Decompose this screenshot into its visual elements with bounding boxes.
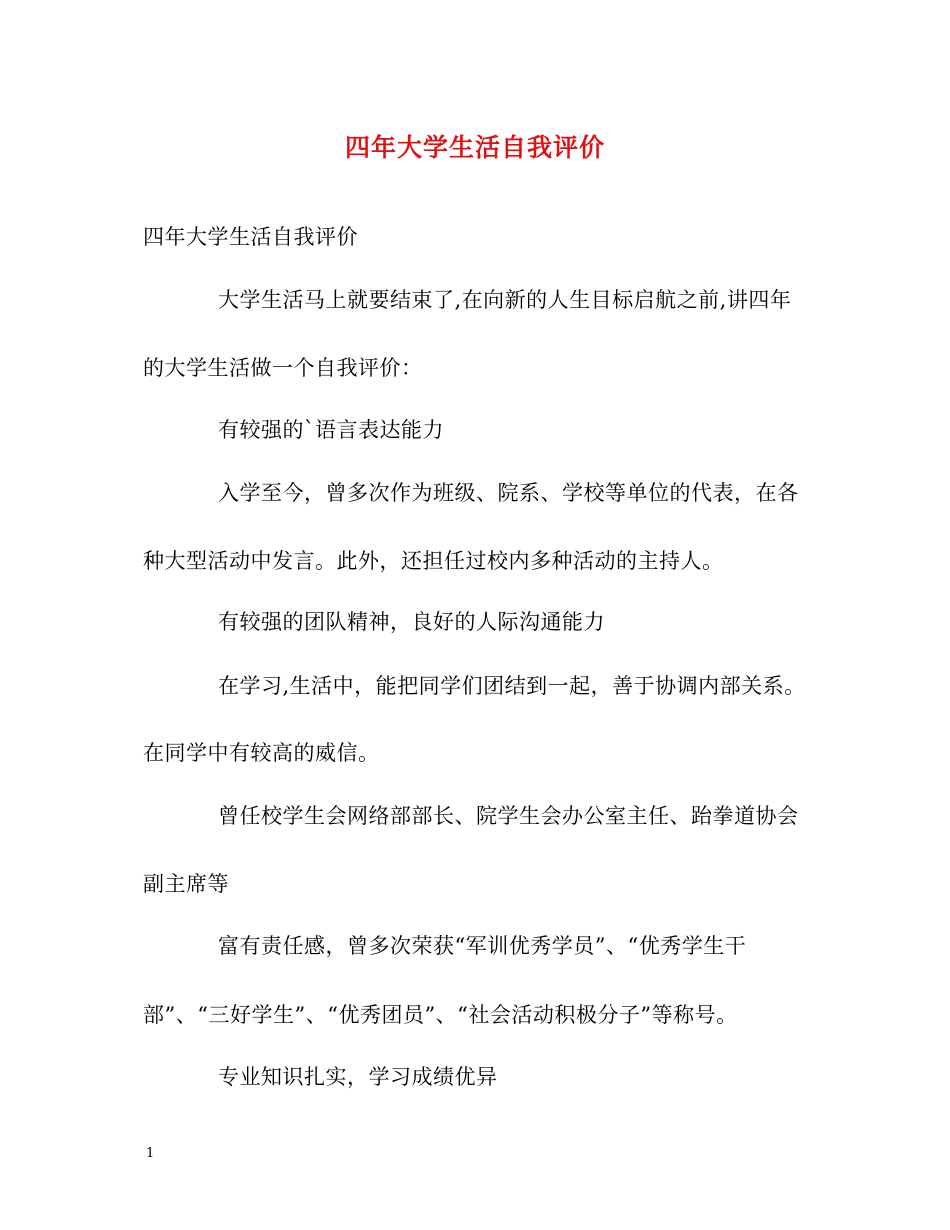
paragraph-line: 四年大学生活自我评价 (143, 225, 358, 249)
document-title: 四年大学生活自我评价 (344, 133, 605, 162)
paragraph-line: 种大型活动中发言。此外，还担任过校内多种活动的主持人。 (143, 549, 724, 573)
paragraph-line: 大学生活马上就要结束了,在向新的人生目标启航之前,讲四年 (218, 288, 792, 312)
paragraph-line: 富有责任感，曾多次荣获“军训优秀学员”、“优秀学生干 (218, 934, 747, 958)
paragraph-line: 在学习,生活中，能把同学们团结到一起，善于协调内部关系。 (218, 674, 806, 698)
paragraph-line: 有较强的`语言表达能力 (218, 418, 444, 442)
paragraph-line: 有较强的团队精神，良好的人际沟通能力 (218, 610, 605, 634)
page-number: 1 (146, 1146, 155, 1161)
paragraph-line: 专业知识扎实，学习成绩优异 (218, 1065, 498, 1089)
paragraph-line: 的大学生活做一个自我评价： (143, 356, 423, 380)
paragraph-line: 副主席等 (143, 872, 229, 896)
paragraph-line: 部”、“三好学生”、“优秀团员”、“社会活动积极分子”等称号。 (143, 1003, 738, 1027)
paragraph-line: 在同学中有较高的威信。 (143, 741, 380, 765)
paragraph-line: 入学至今，曾多次作为班级、院系、学校等单位的代表，在各 (218, 481, 799, 505)
paragraph-line: 曾任校学生会网络部部长、院学生会办公室主任、跆拳道协会 (218, 804, 799, 828)
